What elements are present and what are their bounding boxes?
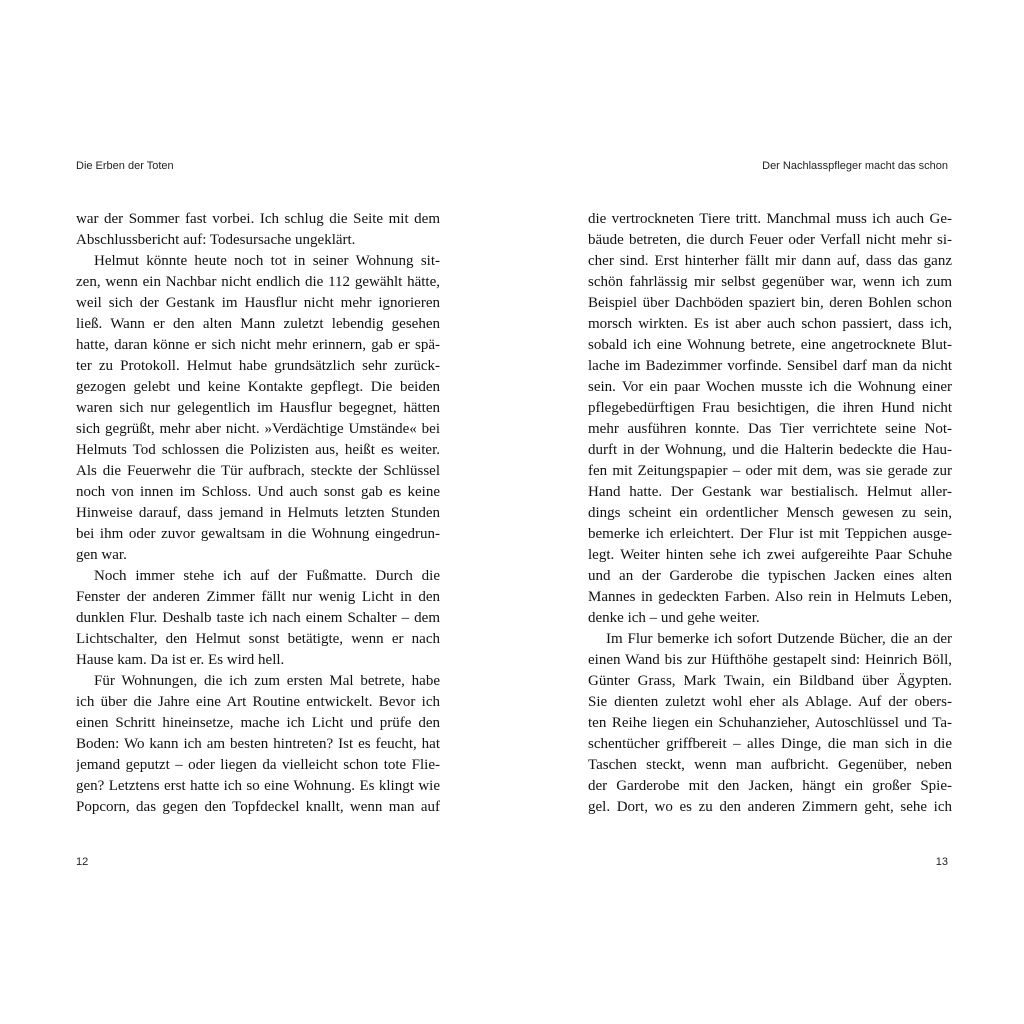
text-line: cher sind. Erst hinterher fällt mir dann auf, dass das ganz <box>588 253 952 269</box>
text-line: Hinweise darauf, dass jemand in Helmuts letzten Stunden <box>76 505 440 521</box>
text-line: sich gegrüßt, mehr aber nicht. »Verdächtige Umstände« bei <box>76 421 440 437</box>
text-line: zen, wenn ein Nachbar nicht endlich die 112 gewählt hätte, <box>76 274 440 290</box>
text-line: ter zu Protokoll. Helmut habe grundsätzlich sehr zurück- <box>76 358 440 374</box>
text-line: Hause kam. Da ist er. Es wird hell. <box>76 652 285 668</box>
text-line: Beispiel über Dachböden spaziert bin, deren Bohlen schon <box>588 295 952 311</box>
text-line: noch von innen im Schloss. Und auch sonst gab es keine <box>76 484 440 500</box>
text-line: pflegebedürftigen Frau besichtigen, die ihren Hund nicht <box>588 400 952 416</box>
text-line: Günter Grass, Mark Twain, ein Bildband über Ägypten. <box>588 673 952 689</box>
text-line: Taschen steckt, wenn man aufbricht. Gegenüber, neben <box>588 757 952 773</box>
text-line: morsch wirkten. Es ist aber auch schon passiert, dass ich, <box>588 316 952 332</box>
text-line: gezogen gelebt und keine Kontakte gepflegt. Die beiden <box>76 379 440 395</box>
text-line: dunklen Flur. Deshalb taste ich nach einem Schalter – dem <box>76 610 440 626</box>
text-line: hatte, daran könne er sich nicht mehr erinnern, gab er spä- <box>76 337 440 353</box>
text-line: bemerke ich erleichtert. Der Flur ist mit Teppichen ausge- <box>588 526 952 542</box>
text-line: Helmuts Tod schlossen die Polizisten aus, heißt es weiter. <box>76 442 440 458</box>
running-head-right: Der Nachlasspfleger macht das schon <box>762 160 948 172</box>
page-number-left: 12 <box>76 856 89 868</box>
text-line: gen war. <box>76 547 127 563</box>
text-line: legt. Weiter hinten sehe ich zwei aufgereihte Paar Schuhe <box>588 547 952 563</box>
text-line: Mannes in gedeckten Farben. Also rein in Helmuts Leben, <box>588 589 952 605</box>
text-line: Popcorn, das gegen den Topfdeckel knallt, wenn man auf <box>76 799 440 815</box>
text-line: einen Wand bis zur Hüfthöhe gestapelt sind: Heinrich Böll, <box>588 652 952 668</box>
text-line: fen mit Zeitungspapier – oder mit dem, was sie gerade zur <box>588 463 952 479</box>
text-line: und an der Garderobe die typischen Jacken eines alten <box>588 568 952 584</box>
text-line: dings scheint ein ordentlicher Mensch gewesen zu sein, <box>588 505 952 521</box>
text-line: ich über die Jahre eine Art Routine entwickelt. Bevor ich <box>76 694 440 710</box>
right-page <box>512 0 1024 1024</box>
text-line: jemand geputzt – oder liegen da vielleicht schon tote Flie- <box>76 757 440 773</box>
running-head-left: Die Erben der Toten <box>76 160 174 172</box>
text-line: war der Sommer fast vorbei. Ich schlug die Seite mit dem <box>76 211 440 227</box>
text-line: der Garderobe mit den Jacken, hängt ein großer Spie- <box>588 778 952 794</box>
text-line: sobald ich eine Wohnung betrete, eine angetrocknete Blut- <box>588 337 952 353</box>
text-line: Sie dienten zuletzt wohl eher als Ablage. Auf der obers- <box>588 694 952 710</box>
text-line: gen? Letztens erst hatte ich so eine Wohnung. Es klingt wie <box>76 778 440 794</box>
text-line: Boden: Wo kann ich am besten hintreten? Ist es feucht, hat <box>76 736 440 752</box>
text-line: waren sich nur gelegentlich im Hausflur begegnet, hätten <box>76 400 440 416</box>
text-line: sein. Vor ein paar Wochen musste ich die Wohnung einer <box>588 379 952 395</box>
text-line: bäude betreten, die durch Feuer oder Verfall nicht mehr si- <box>588 232 952 248</box>
text-line: Lichtschalter, den Helmut sonst betätigte, wenn er nach <box>76 631 440 647</box>
text-line: Abschlussbericht auf: Todesursache ungeklärt. <box>76 232 356 248</box>
text-line: Für Wohnungen, die ich zum ersten Mal betrete, habe <box>94 673 440 689</box>
text-line: Noch immer stehe ich auf der Fußmatte. Durch die <box>94 568 440 584</box>
body-text-right <box>588 209 952 818</box>
body-text-left <box>76 209 440 818</box>
text-line: denke ich – und gehe weiter. <box>588 610 760 626</box>
text-line: ließ. Wann er den alten Mann zuletzt lebendig gesehen <box>76 316 440 332</box>
text-line: durft in der Wohnung, und die Halterin bedeckte die Hau- <box>588 442 952 458</box>
text-line: bei ihm oder zuvor gewaltsam in die Wohnung eingedrun- <box>76 526 440 542</box>
text-line: Im Flur bemerke ich sofort Dutzende Bücher, die an der <box>606 631 952 647</box>
text-line: ten Reihe liegen ein Schuhanzieher, Autoschlüssel und Ta- <box>588 715 952 731</box>
text-line: schön fahrlässig mir selbst gegenüber war, wenn ich zum <box>588 274 952 290</box>
text-line: schentücher griffbereit – alles Dinge, die man sich in die <box>588 736 952 752</box>
text-line: die vertrockneten Tiere tritt. Manchmal muss ich auch Ge- <box>588 211 952 227</box>
text-line: mehr ausführen konnte. Das Tier verrichtete seine Not- <box>588 421 952 437</box>
text-line: Fenster der anderen Zimmer fällt nur wenig Licht in den <box>76 589 440 605</box>
page-number-right: 13 <box>935 856 948 868</box>
text-line: gel. Dort, wo es zu den anderen Zimmern geht, sehe ich <box>588 799 952 815</box>
text-line: Als die Feuerwehr die Tür aufbrach, steckte der Schlüssel <box>76 463 440 479</box>
text-line: weil sich der Gestank im Hausflur nicht mehr ignorieren <box>76 295 440 311</box>
text-line: Hand hatte. Der Gestank war bestialisch. Helmut aller- <box>588 484 952 500</box>
text-line: Helmut könnte heute noch tot in seiner Wohnung sit- <box>94 253 440 269</box>
text-line: einen Schritt hineinsetze, mache ich Licht und prüfe den <box>76 715 440 731</box>
text-line: lache im Badezimmer vorfinde. Sensibel darf man da nicht <box>588 358 952 374</box>
